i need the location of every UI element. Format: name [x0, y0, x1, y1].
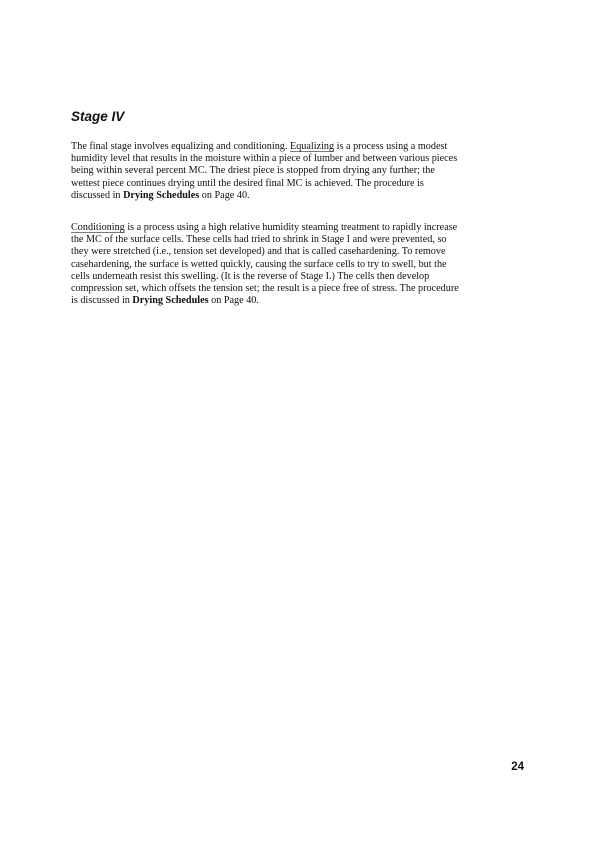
paragraph-line: being within several percent MC. The driest piece is stopped from drying any further; the: [71, 165, 435, 177]
drying-schedules-reference: Drying Schedules: [132, 295, 209, 307]
paragraph-line: [71, 190, 531, 202]
paragraph-line: [71, 222, 531, 234]
paragraph-line: [71, 141, 531, 153]
text-run: The final stage involves equalizing and conditioning.: [71, 141, 290, 152]
paragraph-line: they were stretched (i.e., tension set developed) and that is called casehardening. To remove: [71, 246, 446, 258]
text-run: is a process using a high relative humidity steaming treatment to rapidly increase: [124, 222, 458, 233]
paragraph-line: the MC of the surface cells. These cells had tried to shrink in Stage I and were prevented, so: [71, 234, 447, 246]
paragraph-line: cells underneath resist this swelling. (It is the reverse of Stage I.) The cells then develop: [71, 270, 430, 282]
paragraph-line: compression set, which offsets the tension set; the result is a piece free of stress. The procedure: [71, 282, 459, 294]
paragraph-line: wettest piece continues drying until the desired final MC is achieved. The procedure is: [71, 177, 424, 189]
term-equalizing: Equalizing: [289, 141, 335, 152]
text-run: is a process using a modest: [334, 141, 448, 152]
text-run: on Page 40.: [199, 189, 250, 201]
paragraph-line: [71, 295, 531, 307]
drying-schedules-reference: Drying Schedules: [123, 189, 200, 201]
page-number: 24: [511, 761, 524, 773]
conditioning-paragraph: [71, 222, 531, 307]
text-run: is discussed in: [71, 295, 133, 307]
text-run: discussed in: [71, 189, 124, 201]
equalizing-paragraph: [71, 141, 531, 202]
text-run: on Page 40.: [208, 295, 259, 307]
section-heading: Stage IV: [71, 109, 125, 124]
paragraph-line: humidity level that results in the moisture within a piece of lumber and between various pieces: [71, 153, 458, 165]
term-conditioning: Conditioning: [71, 222, 125, 233]
paragraph-line: casehardening, the surface is wetted quickly, causing the surface cells to try to swell, but the: [71, 258, 447, 270]
